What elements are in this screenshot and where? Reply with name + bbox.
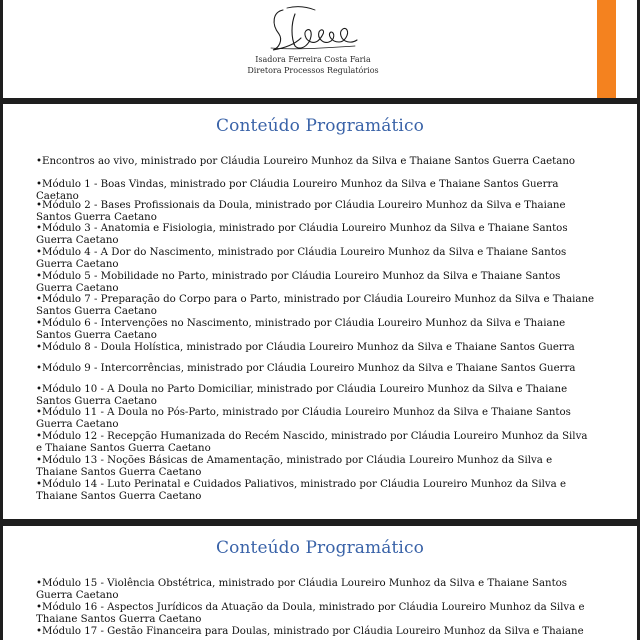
orange-accent-bar (597, 0, 616, 98)
program-content-page-2 (3, 526, 637, 640)
signer-role: Diretora Processos Regulatórios (247, 66, 379, 75)
list-item: •Módulo 2 - Bases Profissionais da Doula, ministrado por Cláudia Loureiro Munhoz da Silva e Thaiane Santos Guerra Caetano (36, 200, 566, 223)
list-item: •Módulo 7 - Preparação do Corpo para o Parto, ministrado por Cláudia Loureiro Munhoz da Silva e Thaiane Santos Guerra Caetano (36, 294, 595, 317)
page-title: Conteúdo Programático (216, 116, 424, 136)
page-title: Conteúdo Programático (216, 538, 424, 558)
list-item: •Módulo 15 - Violência Obstétrica, ministrado por Cláudia Loureiro Munhoz da Silva e Thaiane Santos Guerra Caetano (36, 578, 568, 601)
list-item: •Módulo 11 - A Doula no Pós-Parto, ministrado por Cláudia Loureiro Munhoz da Silva e Thaiane Santos Guerra Caetano (36, 407, 571, 430)
list-item: •Módulo 13 - Noções Básicas de Amamentação, ministrado por Cláudia Loureiro Munhoz da Silva e Thaiane Santos Guerra Caetano (36, 455, 553, 478)
signer-name: Isadora Ferreira Costa Faria (255, 55, 371, 64)
list-item: •Módulo 16 - Aspectos Jurídicos da Atuação da Doula, ministrado por Cláudia Loureiro Munhoz da Silva e Thaiane Santos Guerra Caetano (36, 602, 585, 625)
handwritten-signature (265, 4, 361, 54)
list-item: •Módulo 8 - Doula Holística, ministrado por Cláudia Loureiro Munhoz da Silva e Thaiane Santos Guerra (36, 342, 575, 353)
program-content-page-1 (3, 104, 637, 519)
list-item: •Módulo 12 - Recepção Humanizada do Recém Nascido, ministrado por Cláudia Loureiro Munhoz da Silva e Thaiane Santos Guerra Caetano (36, 431, 588, 454)
list-item: •Módulo 17 - Gestão Financeira para Doulas, ministrado por Cláudia Loureiro Munhoz da Silva e Thaiane (36, 626, 584, 637)
list-item: •Encontros ao vivo, ministrado por Cláudia Loureiro Munhoz da Silva e Thaiane Santos Guerra Caetano (36, 156, 576, 167)
list-item: •Módulo 14 - Luto Perinatal e Cuidados Paliativos, ministrado por Cláudia Loureiro Munhoz da Silva e Thaiane Santos Guerra Caetano (36, 479, 566, 502)
certificate-page-signature (3, 0, 637, 98)
list-item: •Módulo 5 - Mobilidade no Parto, ministrado por Cláudia Loureiro Munhoz da Silva e Thaiane Santos Guerra Caetano (36, 271, 561, 294)
list-item: •Módulo 1 - Boas Vindas, ministrado por Cláudia Loureiro Munhoz da Silva e Thaiane Santos Guerra Caetano (36, 179, 559, 202)
list-item: •Módulo 9 - Intercorrências, ministrado por Cláudia Loureiro Munhoz da Silva e Thaiane Santos Guerra (36, 363, 576, 374)
list-item: •Módulo 4 - A Dor do Nascimento, ministrado por Cláudia Loureiro Munhoz da Silva e Thaiane Santos Guerra Caetano (36, 247, 567, 270)
list-item: •Módulo 10 - A Doula no Parto Domiciliar, ministrado por Cláudia Loureiro Munhoz da Silva e Thaiane Santos Guerra Caetano (36, 384, 568, 407)
list-item: •Módulo 6 - Intervenções no Nascimento, ministrado por Cláudia Loureiro Munhoz da Silva e Thaiane Santos Guerra Caetano (36, 318, 566, 341)
list-item: •Módulo 3 - Anatomia e Fisiologia, ministrado por Cláudia Loureiro Munhoz da Silva e Thaiane Santos Guerra Caetano (36, 223, 568, 246)
